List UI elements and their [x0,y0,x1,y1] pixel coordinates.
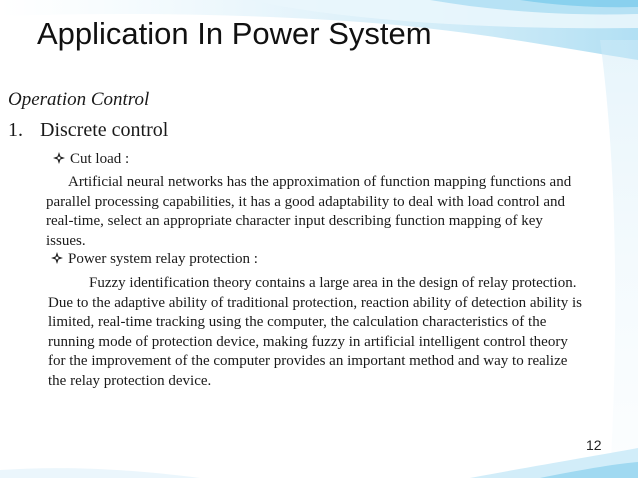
list-label: Discrete control [40,119,169,141]
paragraph-line: Due to the adaptive ability of traditional protection, reaction ability of detection ability is [48,294,583,311]
paragraph-line: Fuzzy identification theory contains a large area in the design of relay protection. [89,275,577,291]
paragraph-line: running mode of protection device, making fuzzy in artificial intelligent control theory [48,333,568,350]
bullet-label: Cut load : [70,151,130,167]
bullet-label: Power system relay protection : [68,251,258,267]
paragraph-cut-load [46,173,571,251]
diamond-bullet-icon [51,252,63,264]
paragraph-line: limited, real-time tracking using the computer, the calculation characteristics of the [48,314,547,331]
slide-title: Application In Power System [37,16,432,51]
diamond-bullet-icon [53,152,65,164]
list-number: 1. [8,119,23,141]
paragraph-line: for the improvement of the computer provides an important method and way to realize [48,353,568,370]
paragraph-line: Artificial neural networks has the approximation of function mapping functions and [68,174,572,190]
section-subtitle: Operation Control [8,89,150,110]
numbered-list-item [8,117,168,143]
paragraph-relay-protection [48,274,582,392]
paragraph-line: real-time, select an appropriate character input describing function mapping of key [46,213,543,230]
paragraph-line: issues. [46,232,86,249]
page-number: 12 [586,437,602,453]
bullet-cut-load [53,150,129,169]
paragraph-line: parallel processing capabilities, it has a good adaptability to deal with load control and [46,193,566,210]
bullet-relay-protection [51,250,258,269]
paragraph-line: the relay protection device. [48,372,212,389]
